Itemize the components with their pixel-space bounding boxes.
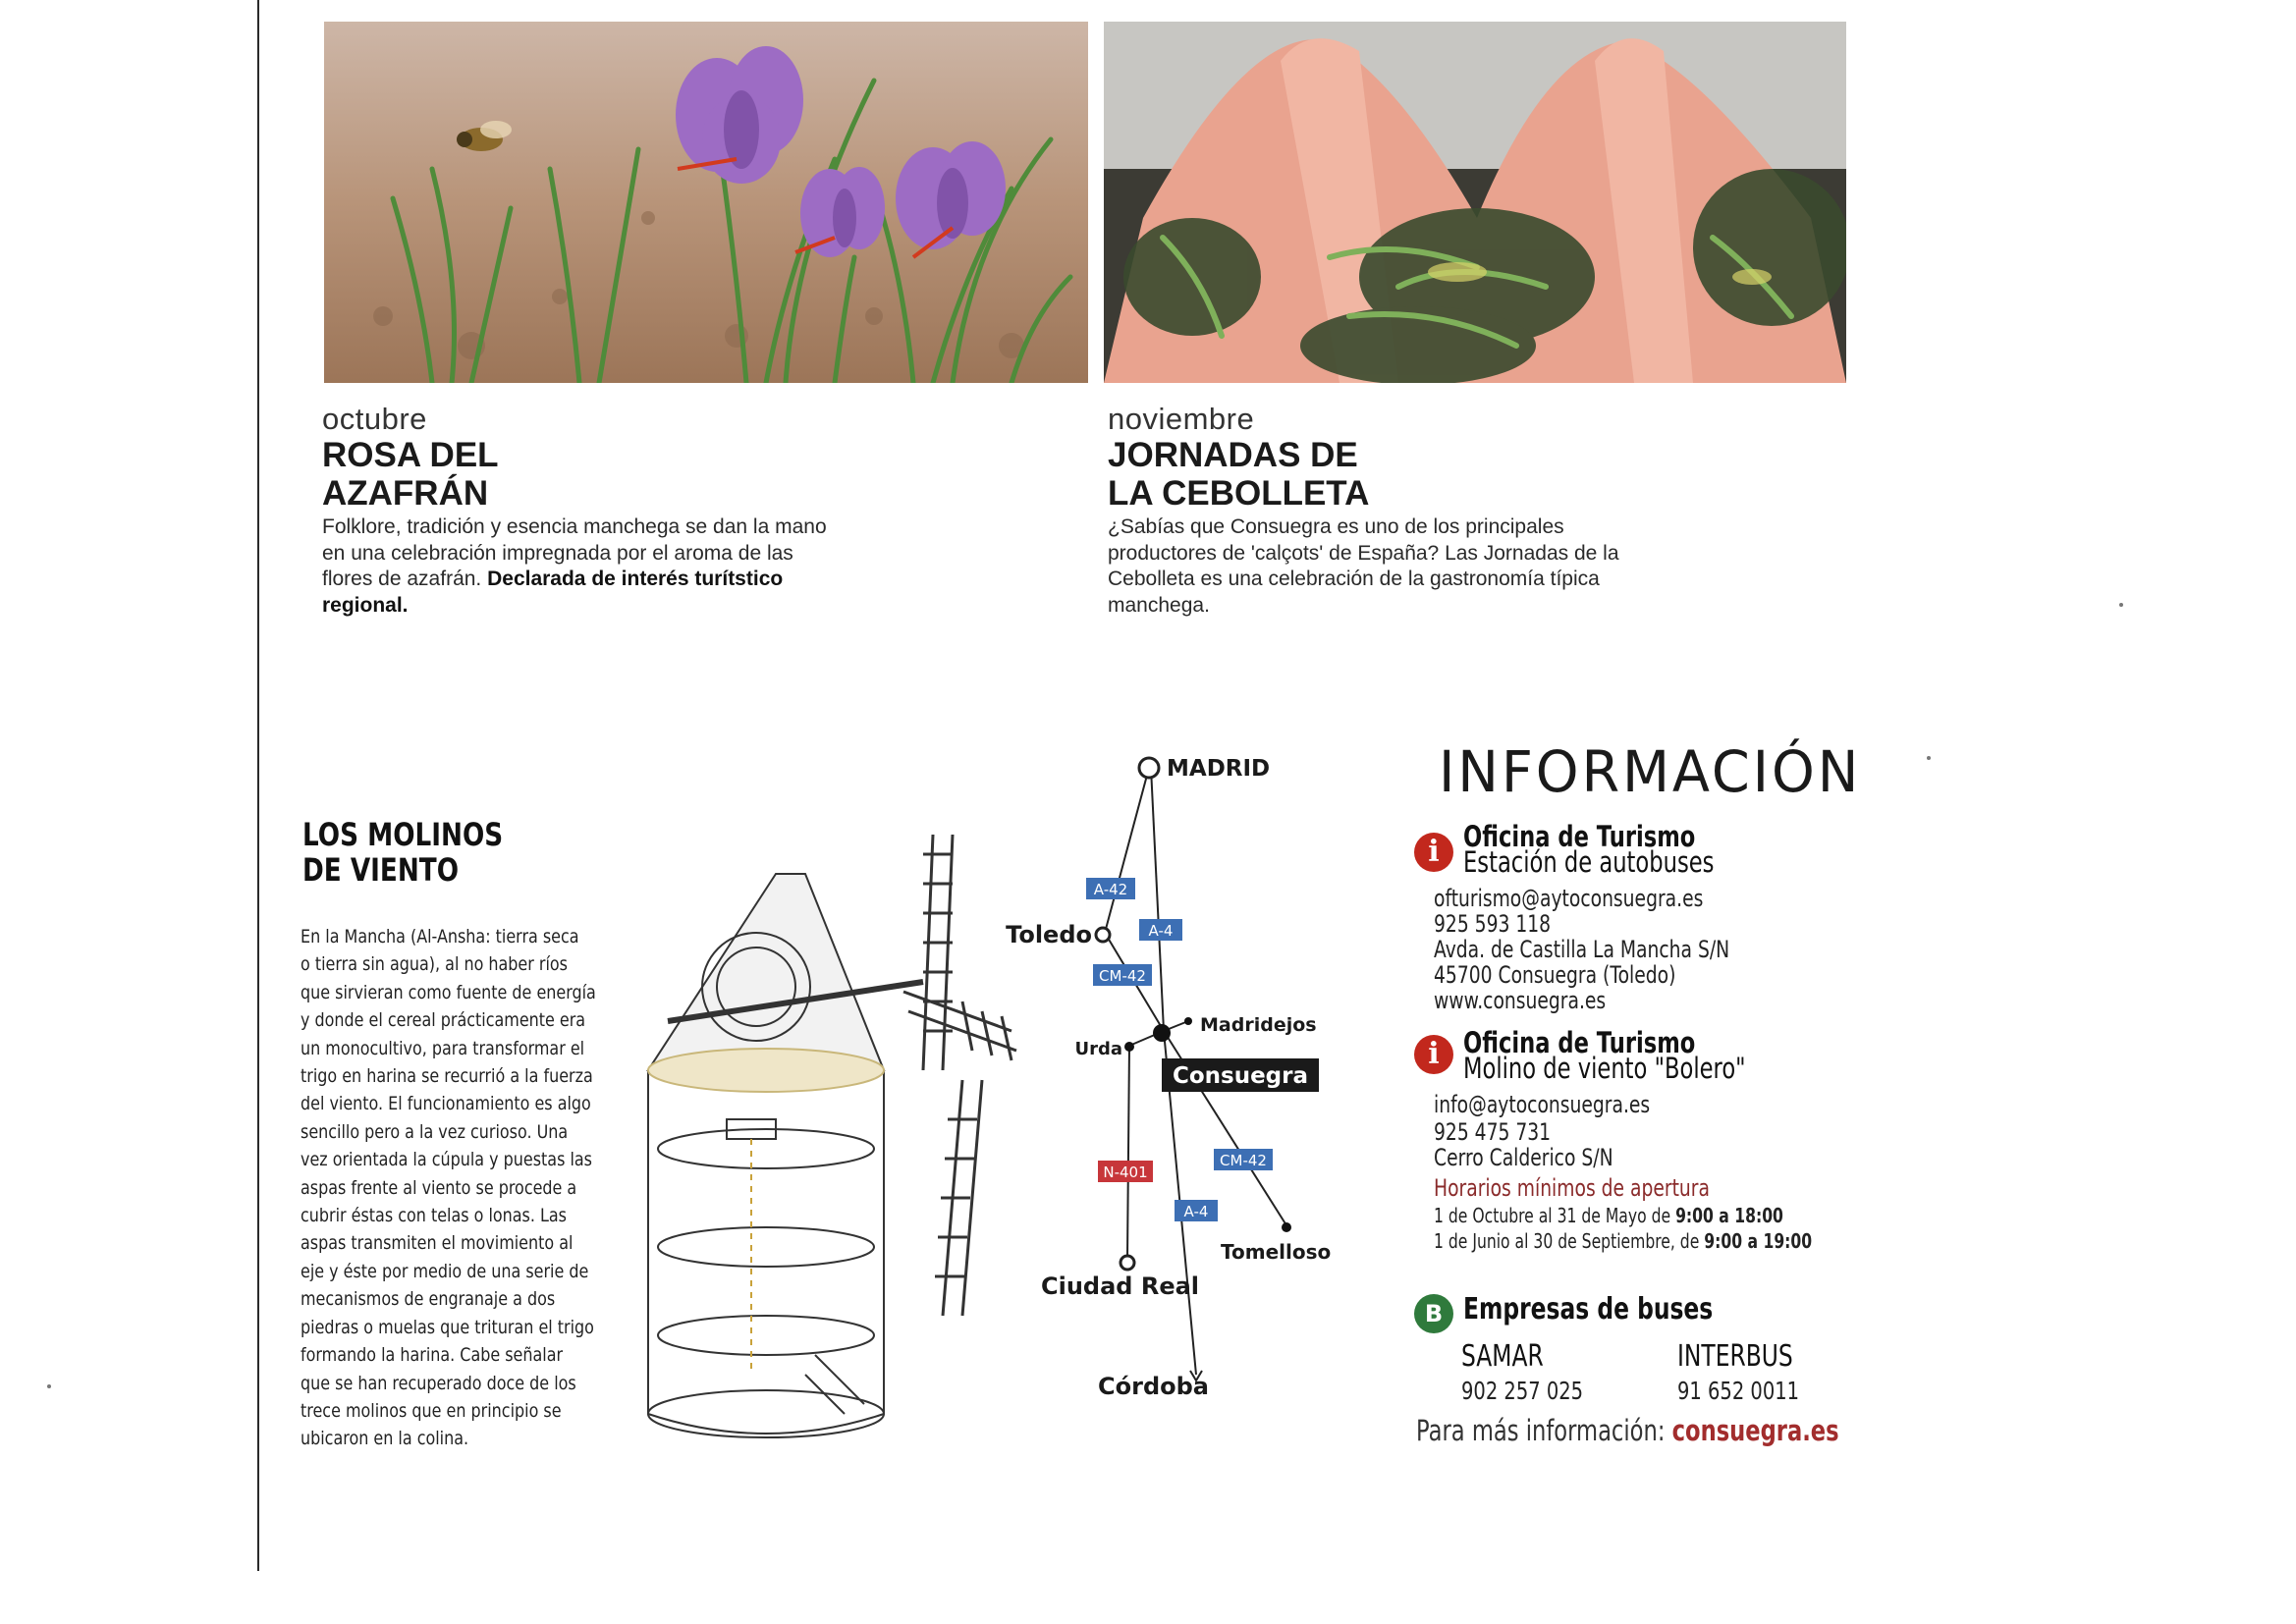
map-node-toledo [1096,928,1110,942]
bus-phone-samar: 902 257 025 [1461,1377,1584,1405]
bus-company-samar: SAMAR [1461,1339,1544,1374]
road-label-cm42-bottom: CM-42 [1220,1152,1267,1169]
bus-phone-interbus: 91 652 0011 [1677,1377,1800,1405]
event-month: octubre [322,402,427,436]
map-label-cordoba: Córdoba [1098,1373,1209,1400]
road-label-a4-bottom: A-4 [1183,1203,1209,1220]
map-label-madridejos: Madridejos [1200,1014,1317,1036]
buses-title: Empresas de buses [1463,1292,1714,1326]
map-node-madrid [1139,758,1159,778]
map-node-tomelloso [1282,1222,1291,1232]
office-address: Cerro Calderico S/N [1434,1144,1613,1171]
road-label-n401: N-401 [1103,1164,1148,1181]
more-info [1416,1414,1839,1447]
map-road-urda-ciudadreal [1127,1046,1129,1259]
hours-time: 9:00 a 19:00 [1704,1229,1813,1253]
event-title-line2: AZAFRÁN [322,474,489,513]
hours-time: 9:00 a 18:00 [1675,1204,1783,1227]
office-name: Oficina de Turismo [1463,820,1696,853]
map-node-madridejos [1184,1017,1192,1025]
event-title-line1: ROSA DEL [322,436,499,474]
map-label-tomelloso: Tomelloso [1221,1240,1332,1264]
molinos-line: trigo en harina se recurrió a la fuerza [301,1065,593,1088]
event-month: noviembre [1108,402,1255,436]
molinos-line: ubicaron en la colina. [301,1428,469,1450]
map-label-urda: Urda [1074,1039,1122,1059]
event-description: ¿Sabías que Consuegra es uno de los principales productores de 'calçots' de España? Las Jornadas de la Cebolleta es una celebración de la gastronomía típica manchega. [1108,515,1619,617]
molinos-line: que sirvieran como fuente de energía [301,981,596,1003]
molinos-line: que se han recuperado doce de los [301,1372,576,1394]
molinos-line: y donde el cereal prácticamente era [301,1009,586,1032]
event-title [1108,436,1658,513]
map-node-ciudad-real [1121,1256,1134,1270]
event-title-line2: LA CEBOLLETA [1108,474,1370,513]
office-phone: 925 593 118 [1434,910,1552,938]
hours-range: 1 de Octubre al 31 de Mayo de [1434,1204,1676,1227]
road-label-a42: A-42 [1093,881,1128,898]
molinos-line: cubrir éstas con telas o lonas. Las [301,1205,568,1227]
molinos-line: mecanismos de engranaje a dos [301,1288,556,1311]
molinos-line: En la Mancha (Al-Ansha: tierra seca [301,926,579,947]
windmill-cutaway-illustration [629,825,1021,1443]
saffron-photo [324,22,1088,383]
hours-line-1 [1434,1204,1783,1227]
map-node-consuegra [1153,1024,1171,1042]
calcots-photo [1104,22,1846,383]
hours-line-2 [1434,1229,1812,1253]
office-subtitle: Molino de viento "Bolero" [1463,1052,1746,1085]
bus-company-interbus: INTERBUS [1677,1339,1793,1374]
molinos-title [302,817,512,888]
office-email: ofturismo@aytoconsuegra.es [1434,885,1704,912]
more-info-text: Para más información: [1416,1414,1672,1447]
map-node-urda [1124,1042,1134,1052]
hours-title: Horarios mínimos de apertura [1434,1174,1710,1202]
molinos-title-line2: DE VIENTO [302,851,460,889]
map-label-madrid: MADRID [1167,756,1271,782]
office-subtitle: Estación de autobuses [1463,845,1715,879]
hours-range: 1 de Junio al 30 de Septiembre, de [1434,1229,1705,1253]
molinos-line: aspas transmiten el movimiento al [301,1232,574,1255]
road-label-cm42-top: CM-42 [1099,967,1146,985]
molinos-line: formando la harina. Cabe señalar [301,1344,564,1367]
molinos-title-line1: LOS MOLINOS [302,816,504,853]
info-icon: i [1414,1035,1453,1074]
scan-speck [1927,756,1931,760]
event-title [322,436,872,513]
map-label-toledo: Toledo [1006,921,1092,948]
molinos-text [301,923,614,1453]
molinos-line: piedras o muelas que trituran el trigo [301,1316,594,1338]
road-label-a4-top: A-4 [1148,922,1174,940]
office-name: Oficina de Turismo [1463,1026,1696,1059]
molinos-line: eje y éste por medio de una serie de [301,1260,589,1282]
info-icon: i [1414,833,1453,872]
molinos-line: trece molinos que en principio se [301,1399,562,1422]
molinos-line: del viento. El funcionamiento es algo [301,1093,591,1115]
molinos-line: vez orientada la cúpula y puestas las [301,1149,593,1171]
map-label-consuegra: Consuegra [1172,1063,1309,1089]
event-desc-bold: Declarada de interés turítstico regional. [322,568,784,617]
molinos-line: aspas frente al viento se procede a [301,1176,577,1199]
event-description [322,514,833,619]
more-info-link[interactable]: consuegra.es [1671,1414,1839,1447]
office-phone: 925 475 731 [1434,1118,1552,1146]
office-address: Avda. de Castilla La Mancha S/N [1434,936,1730,963]
route-map [982,746,1375,1414]
molinos-line: o tierra sin agua), al no haber ríos [301,953,568,976]
scan-speck [47,1384,51,1388]
event-jornadas-cebolleta [1108,403,1658,619]
page-edge [257,0,259,1571]
event-rosa-del-azafran [322,403,872,619]
molinos-line: sencillo pero a la vez curioso. Una [301,1120,569,1143]
event-desc-text: Folklore, tradición y esencia manchega se dan la mano en una celebración impregnada por el aroma de las flores de azafrán. [322,515,827,590]
office-address-city: 45700 Consuegra (Toledo) [1434,961,1676,989]
scan-speck [2119,603,2123,607]
map-road-madrid-consuegra [1151,768,1164,1031]
map-label-ciudad-real: Ciudad Real [1041,1272,1200,1300]
info-title: INFORMACIÓN [1439,738,1862,805]
molinos-line: un monocultivo, para transformar el [301,1037,585,1059]
event-title-line1: JORNADAS DE [1108,436,1358,474]
bus-icon: B [1414,1294,1453,1333]
office-web: www.consuegra.es [1434,987,1607,1014]
map-road-madrid-toledo [1105,768,1149,933]
office-email: info@aytoconsuegra.es [1434,1091,1651,1118]
